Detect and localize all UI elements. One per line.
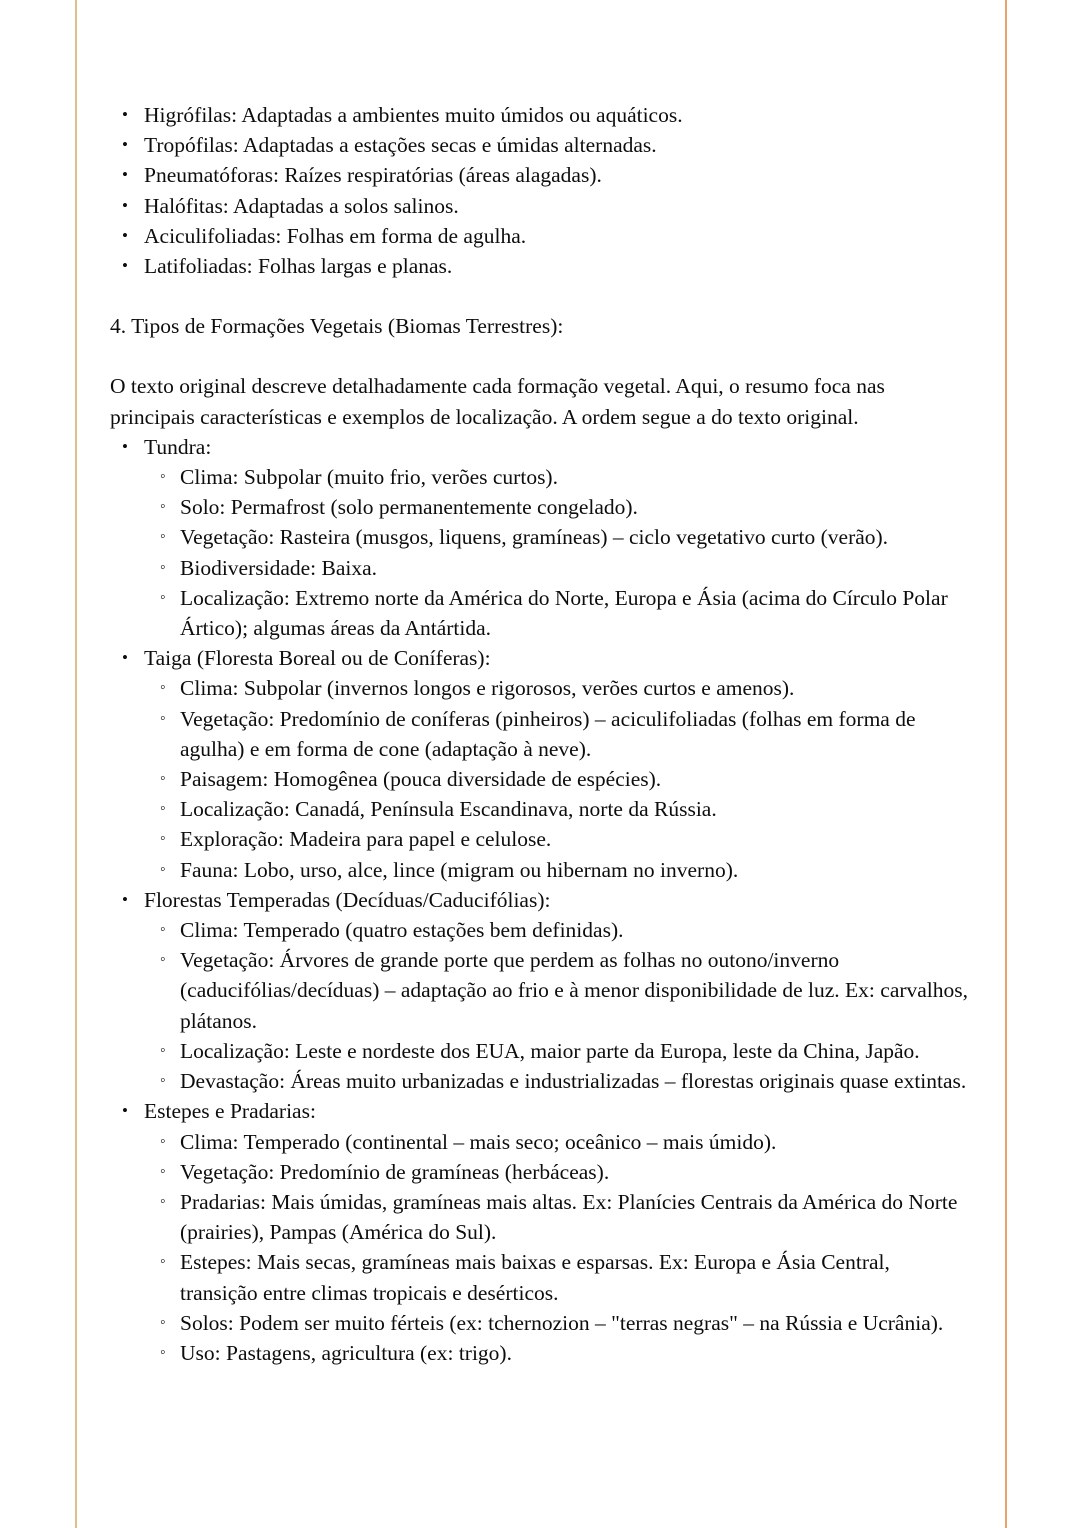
biome-tundra-details [110, 462, 970, 643]
list-item: ◦ Localização: Canadá, Península Escandinava, norte da Rússia. [110, 794, 970, 824]
list-item: ◦ Vegetação: Árvores de grande porte que perdem as folhas no outono/inverno (caducifólias/decíduas) – adaptação ao frio e à menor disponibilidade de luz. Ex: carvalhos, plátanos. [110, 945, 970, 1036]
list-item: ◦ Vegetação: Rasteira (musgos, liquens, gramíneas) – ciclo vegetativo curto (verão). [110, 522, 970, 552]
biome-taiga: • Taiga (Floresta Boreal ou de Coníferas): [110, 643, 970, 673]
biome-florestas-temperadas-details [110, 915, 970, 1096]
list-item: • Higrófilas: Adaptadas a ambientes muito úmidos ou aquáticos. [110, 100, 970, 130]
list-item: ◦ Clima: Temperado (continental – mais seco; oceânico – mais úmido). [110, 1127, 970, 1157]
document-content [110, 100, 970, 1368]
list-item: ◦ Exploração: Madeira para papel e celulose. [110, 824, 970, 854]
list-item: ◦ Localização: Leste e nordeste dos EUA, maior parte da Europa, leste da China, Japão. [110, 1036, 970, 1066]
list-item: • Halófitas: Adaptadas a solos salinos. [110, 191, 970, 221]
biome-estepes-pradarias-details [110, 1127, 970, 1369]
list-item: ◦ Paisagem: Homogênea (pouca diversidade de espécies). [110, 764, 970, 794]
biome-tundra: • Tundra: [110, 432, 970, 462]
list-item: ◦ Estepes: Mais secas, gramíneas mais baixas e esparsas. Ex: Europa e Ásia Central, transição entre climas tropicais e desérticos. [110, 1247, 970, 1307]
list-item: ◦ Devastação: Áreas muito urbanizadas e industrializadas – florestas originais quase extintas. [110, 1066, 970, 1096]
list-item: ◦ Solo: Permafrost (solo permanentemente congelado). [110, 492, 970, 522]
list-item: ◦ Clima: Subpolar (muito frio, verões curtos). [110, 462, 970, 492]
list-item: • Latifoliadas: Folhas largas e planas. [110, 251, 970, 281]
left-margin-rule [75, 0, 77, 1528]
biome-taiga-details [110, 673, 970, 884]
biome-list [110, 432, 970, 1368]
right-margin-rule [1005, 0, 1007, 1528]
leaf-adaptation-list [110, 100, 970, 281]
biome-estepes-pradarias: • Estepes e Pradarias: [110, 1096, 970, 1126]
list-item: • Tropófilas: Adaptadas a estações secas e úmidas alternadas. [110, 130, 970, 160]
list-item: • Aciculifoliadas: Folhas em forma de agulha. [110, 221, 970, 251]
list-item: ◦ Localização: Extremo norte da América do Norte, Europa e Ásia (acima do Círculo Polar Ártico); algumas áreas da Antártida. [110, 583, 970, 643]
list-item: ◦ Clima: Subpolar (invernos longos e rigorosos, verões curtos e amenos). [110, 673, 970, 703]
section-paragraph: O texto original descreve detalhadamente cada formação vegetal. Aqui, o resumo foca nas principais características e exemplos de localização. A ordem segue a do texto original. [110, 374, 885, 429]
biome-florestas-temperadas: • Florestas Temperadas (Decíduas/Caducifólias): [110, 885, 970, 915]
spacer [110, 281, 970, 311]
list-item: ◦ Biodiversidade: Baixa. [110, 553, 970, 583]
list-item: ◦ Clima: Temperado (quatro estações bem definidas). [110, 915, 970, 945]
list-item: ◦ Pradarias: Mais úmidas, gramíneas mais altas. Ex: Planícies Centrais da América do Norte (prairies), Pampas (América do Sul). [110, 1187, 970, 1247]
section-heading: 4. Tipos de Formações Vegetais (Biomas Terrestres): [110, 314, 564, 339]
list-item: ◦ Vegetação: Predomínio de coníferas (pinheiros) – aciculifoliadas (folhas em forma de agulha) e em forma de cone (adaptação à neve). [110, 704, 970, 764]
list-item: ◦ Fauna: Lobo, urso, alce, lince (migram ou hibernam no inverno). [110, 855, 970, 885]
list-item: ◦ Vegetação: Predomínio de gramíneas (herbáceas). [110, 1157, 970, 1187]
spacer [110, 341, 970, 371]
list-item: • Pneumatóforas: Raízes respiratórias (áreas alagadas). [110, 160, 970, 190]
list-item: ◦ Uso: Pastagens, agricultura (ex: trigo). [110, 1338, 970, 1368]
list-item: ◦ Solos: Podem ser muito férteis (ex: tchernozion – "terras negras" – na Rússia e Ucrânia). [110, 1308, 970, 1338]
